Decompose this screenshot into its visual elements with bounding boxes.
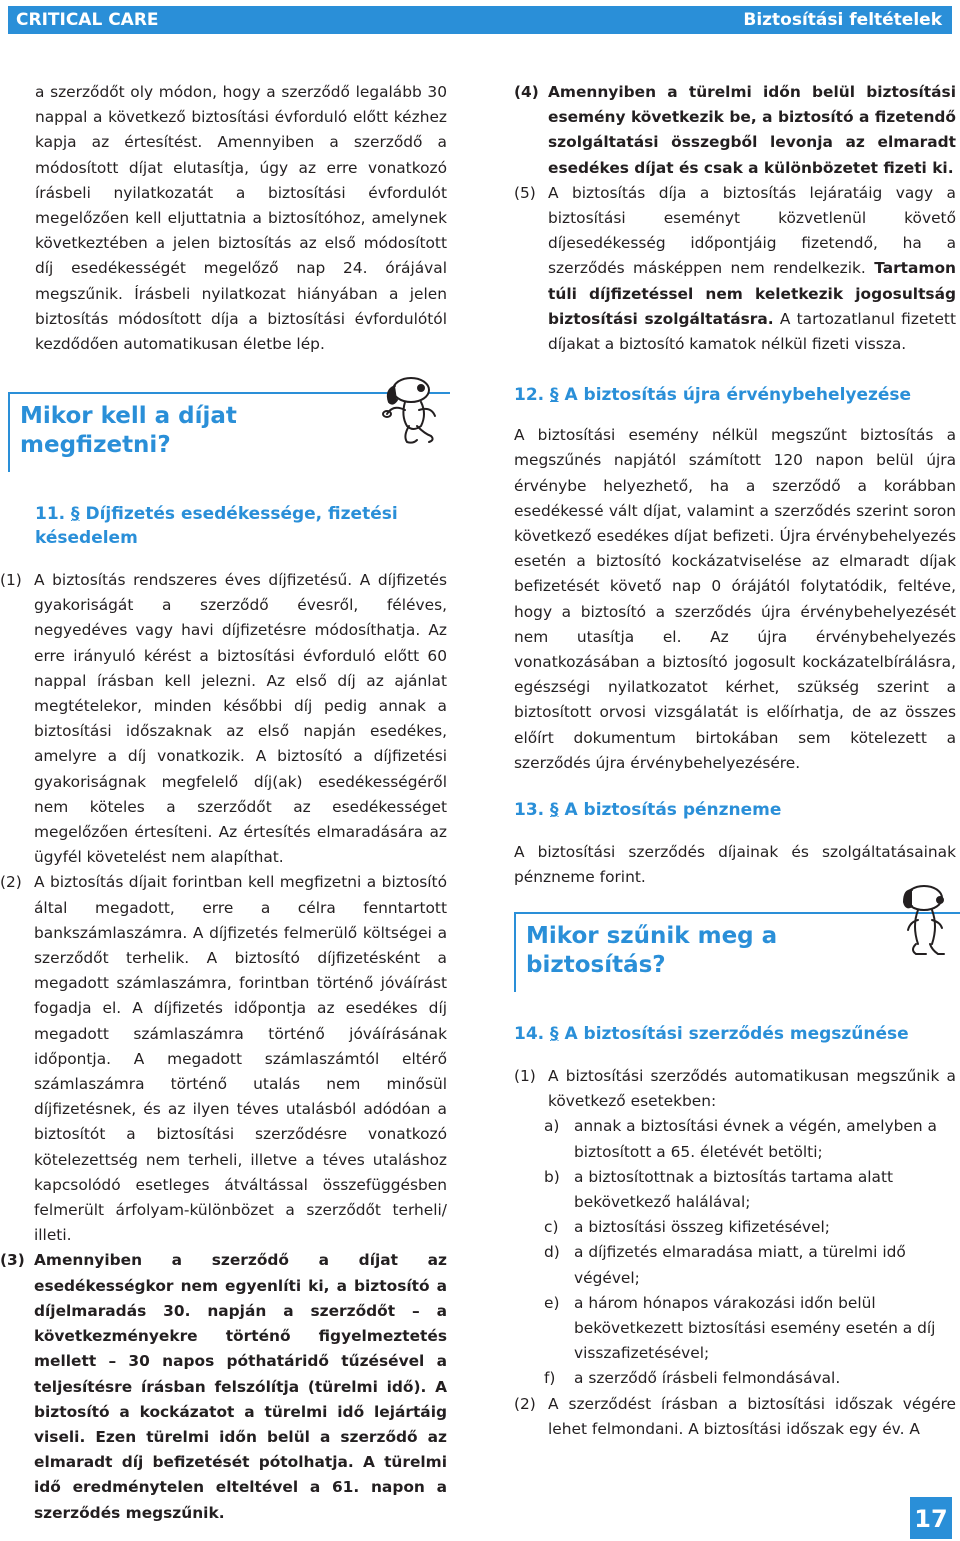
paragraph-text [548, 181, 956, 357]
list-item [544, 1240, 956, 1290]
section-11-number: 11. [35, 504, 66, 524]
paragraph-number: (4) [514, 83, 539, 101]
section-12-title [514, 383, 956, 407]
paragraph-11-2 [0, 870, 447, 1248]
right-column [514, 80, 956, 890]
paragraph-text: A szerződést írásban a biztosítási időszak végére lehet felmondani. A biztosítási időszak egy év. A [548, 1394, 956, 1438]
document-title: Biztosítási feltételek [743, 10, 942, 30]
section-sign: § [550, 385, 559, 406]
section-13-text-body: A biztosítási szerződés díjainak és szolgáltatásainak pénzneme forint. [514, 843, 956, 887]
paragraph-text-bold: Tartamon túli díjfizetéssel nem keletkezik jogosultság biztosítási szolgáltatásra. [548, 259, 956, 328]
paragraph-number: (2) [514, 1394, 536, 1413]
header-bar [8, 6, 952, 34]
list-item-letter: b) [544, 1167, 560, 1186]
paragraph-text-part: A tartozatlanul fizetett díjakat a biztosító kamatok nélkül fizeti vissza. [548, 309, 956, 354]
section-11-text: Díjfizetés esedékessége, fizetési késedelem [35, 504, 398, 548]
intro-paragraph: a szerződőt oly módon, hogy a szerződő legalább 30 nappal a következő biztosítási évforduló előtt kézhez kapja az értesítést. Amennyiben a szerződő a módosított díjat elutasítja, úgy az erre vonatkozó írásbeli nyilatkozatát a biztosítási évfordulót megelőzően kell eljuttatnia a biztosítóhoz, amelynek következtében a jelen biztosítás az első módosított díj esedékességét megelőző nap 24. órájával megszűnik. Írásbeli nyilatkozat hiányában a jelen biztosítás módosított díja a biztosítási évfordulótól kezdődően automatikusan életbe lép. [35, 83, 447, 354]
list-item-letter: d) [544, 1243, 560, 1262]
list-item-letter: c) [544, 1218, 559, 1237]
list-item-text: a díjfizetés elmaradása miatt, a türelmi idő végével; [574, 1243, 906, 1287]
section-11-title [35, 502, 447, 550]
list-item [544, 1215, 956, 1240]
brand-title: CRITICAL CARE [16, 10, 159, 30]
paragraph-text: Amennyiben a türelmi időn belül biztosítási esemény következik be, a biztosító a fizetendő szolgáltatási összegből levonja az elmaradt esedékes díjat és csak a különbözetet fizeti ki. [548, 83, 956, 177]
list-item [544, 1114, 956, 1164]
snoopy-illustration [884, 880, 954, 960]
list-item-text: a szerződő írásbeli felmondásával. [574, 1369, 841, 1388]
paragraph-text: A biztosítás rendszeres éves díjfizetésű. A díjfizetés gyakoriságát a szerződő évesről, féléves, negyedéves vagy havi díjfizetésre módosíthatja. Az erre irányuló kérést a biztosítási évforduló előtt 60 nappal írásban kell jelezni. Az első díj az ajánlat megtételekor, minden későbbi díj pedig annak a biztosítási időszaknak az első napján esedékes, amelyre a díj vonatkozik. A biztosító a díjfizetési gyakoriságnak megfelelő díj(ak) esedékességéről nem köteles a szerződőt az esedékességet megelőzően értesíteni. Az értesítés elmaradására az ügyfél követelést nem alapíthat. [34, 571, 447, 867]
section-12-text: A biztosítás újra érvénybehelyezése [564, 385, 912, 406]
list-item-letter: e) [544, 1293, 560, 1312]
question-text: Mikor kell a díjat megfizetni? [20, 403, 237, 458]
list-item-text: a biztosítási összeg kifizetésével; [574, 1218, 830, 1237]
left-column-lower [0, 502, 447, 1526]
paragraph-number: (3) [0, 1251, 25, 1270]
paragraph-number: (1) [514, 1067, 536, 1085]
section-12-number: 12. [514, 385, 545, 406]
list-item-letter: a) [544, 1117, 560, 1136]
section-12-text-body: A biztosítási esemény nélkül megszűnt biztosítás a megszűnés napjától számított 120 napon belül újra érvénybe helyezhető, ha a szerződő a korábban esedékessé vált díjat, valamint a szerződés szerint soron következő esedékes díjat befizeti. Újra érvénybehelyezés esetén a biztosító kockázatviselése az elmaradt díjak befizetését követő nap 0 órájától folytatódik, feltéve, hogy a biztosító a szerződés újra érvénybehelyezését nem utasítja el. Az újra érvénybehelyezés vonatkozásában a biztosító jogosult kockázatelbírálásra, egészségi nyilatkozatot kérhet, szükség szerint a biztosított orvosi vizsgálatát is előírhatja, de az összes előírt dokumentum birtokában sem kötelezett a szerződés újra érvénybehelyezésére. [514, 426, 956, 772]
paragraph-number: (1) [0, 571, 22, 589]
paragraph-text: A biztosítási szerződés automatikusan megszűnik a következő esetekben: [548, 1067, 956, 1111]
list-item-letter: f) [544, 1369, 556, 1388]
paragraph-text-part: A biztosítás díja a biztosítás lejáratáig vagy a biztosítási eseményt közvetlenül követő díjesedékesség időpontjáig fizetendő, ha a szerződés másképpen nem rendelkezik. [548, 183, 956, 278]
section-13-number: 13. [514, 800, 545, 821]
paragraph-14-1 [514, 1064, 956, 1114]
list-item-text: a biztosítottnak a biztosítás tartama alatt bekövetkező halálával; [574, 1167, 894, 1212]
question-text: Mikor szűnik meg a biztosítás? [526, 923, 778, 978]
left-column [35, 80, 447, 357]
list-item-text: annak a biztosítási évnek a végén, amelyben a biztosított a 65. életévét betölti; [574, 1117, 937, 1161]
section-sign: § [550, 800, 559, 821]
page-number: 17 [910, 1497, 952, 1539]
section-14-text: A biztosítási szerződés megszűnése [564, 1024, 909, 1044]
paragraph-number: (2) [0, 873, 22, 892]
termination-list [514, 1114, 956, 1391]
right-column-lower [514, 1022, 956, 1442]
list-item [544, 1165, 956, 1215]
section-13-text: A biztosítás pénzneme [564, 800, 782, 821]
list-item-text: a három hónapos várakozási időn belül bekövetkezett biztosítási esemény esetén a díj visszafizetésével; [574, 1293, 936, 1363]
section-sign: § [550, 1024, 559, 1044]
list-item [544, 1366, 956, 1391]
list-item [544, 1291, 956, 1367]
section-sign: § [71, 504, 80, 524]
paragraph-11-5 [514, 181, 956, 357]
section-14-title [514, 1022, 956, 1046]
snoopy-illustration [375, 370, 447, 452]
paragraph-11-1 [0, 568, 447, 870]
paragraph-11-3 [0, 1248, 447, 1525]
paragraph-text: Amennyiben a szerződő a díjat az esedékességkor nem egyenlíti ki, a biztosító a díjelmaradás 30. napján a szerződőt – a következményekre történő figyelmeztetés mellett – 30 napos póthatáridő tűzésével a teljesítésre írásban felszólítja (türelmi idő). A biztosító a kockázatot a türelmi idő lejártáig viseli. Ezen türelmi időn belül a szerződő az elmaradt díj befizetését pótolhatja. A türelmi idő eredménytelen elteltével a 61. napon a szerződés megszűnik. [34, 1251, 447, 1522]
paragraph-number: (5) [514, 183, 536, 202]
section-13-title [514, 798, 956, 822]
section-14-number: 14. [514, 1024, 545, 1044]
paragraph-14-2 [514, 1392, 956, 1442]
paragraph-text: A biztosítás díjait forintban kell megfizetni a biztosító által megadott, erre a célra fenntartott bankszámlaszámra. A díjfizetés felmerülő költségei a szerződőt terhelik. A biztosító díjfizetésként a megadott számlaszámra, forintban történő jóváírást fogadja el. A díjfizetés időpontja az esedékes díj megadott számlaszámra történő jóváírásának időpontja. A megadott számlaszámtól eltérő számlaszámra történő utalás nem minősül díjfizetésnek, és az ilyen téves utalásból adódóan a biztosítót a biztosítási szerződésre vonatkozó kötelezettség nem terheli, illetve a téves utaláshoz kapcsolódó esetleges átváltással összefüggésben felmerült árfolyam-különbözet a szerződőt terheli/ illeti. [34, 873, 447, 1245]
paragraph-11-4 [514, 80, 956, 181]
